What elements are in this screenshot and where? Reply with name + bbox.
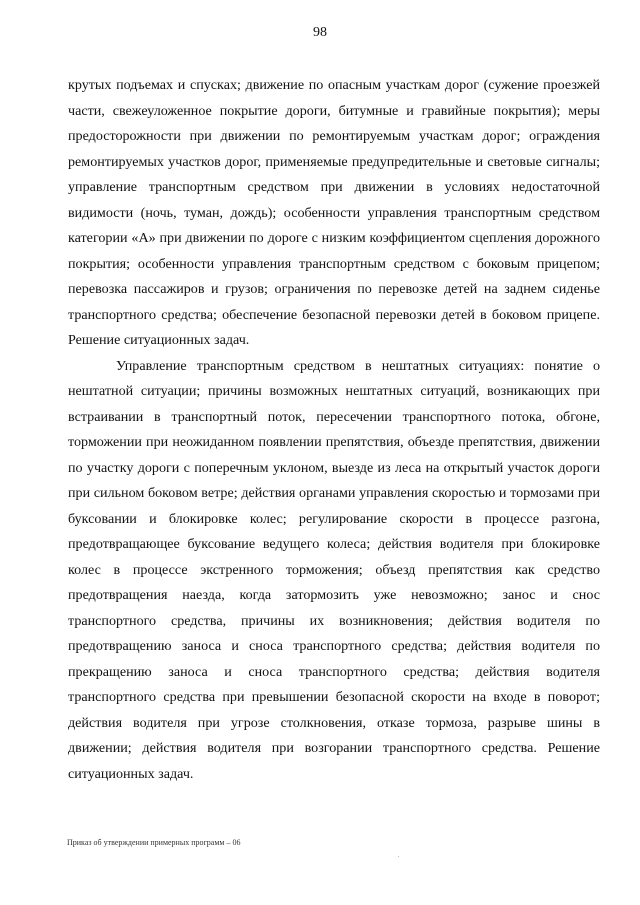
paragraph-road-conditions: крутых подъемах и спусках; движение по опасным участкам дорог (сужение проезжей части, свежеуложенное покрытие дороги, битумные и гравийные покрытия); меры предосторожности при движении по ремонтируемым участкам дорог; ограждения ремонтируемых участков дорог, применяемые предупредительные и световые сигналы; управление транспортным средством при движении в условиях недостаточной видимости (ночь, туман, дождь); особенности управления транспортным средством категории «А» при движении по дороге с низким коэффициентом сцепления дорожного покрытия; особенности управления транспортным средством с боковым прицепом; перевозка пассажиров и грузов; ограничения по перевозке детей на заднем сиденье транспортного средства; обеспечение безопасной перевозки детей в боковом прицепе. Решение ситуационных задач. <box>68 77 600 348</box>
body-text <box>68 73 600 787</box>
scan-speck <box>398 856 399 857</box>
page-number: 98 <box>313 25 327 40</box>
footer-note: Приказ об утверждении примерных программ – 06 <box>67 838 241 847</box>
paragraph-emergency-situations: Управление транспортным средством в нештатных ситуациях: понятие о нештатной ситуации; причины возможных нештатных ситуаций, возникающих при встраивании в транспортный поток, пересечении транспортного потока, обгоне, торможении при неожиданном появлении препятствия, объезде препятствия, движении по участку дороги с поперечным уклоном, выезде из леса на открытый участок дороги при сильном боковом ветре; действия органами управления скоростью и тормозами при буксовании и блокировке колес; регулирование скорости в процессе разгона, предотвращающее буксование ведущего колеса; действия водителя при блокировке колес в процессе экстренного торможения; объезд препятствия как средство предотвращения наезда, когда затормозить уже невозможно; занос и снос транспортного средства, причины их возникновения; действия водителя по предотвращению заноса и сноса транспортного средства; действия водителя по прекращению заноса и сноса транспортного средства; действия водителя транспортного средства при превышении безопасной скорости на входе в поворот; действия водителя при угрозе столкновения, отказе тормоза, разрыве шины в движении; действия водителя при возгорании транспортного средства. Решение ситуационных задач. <box>68 357 600 782</box>
